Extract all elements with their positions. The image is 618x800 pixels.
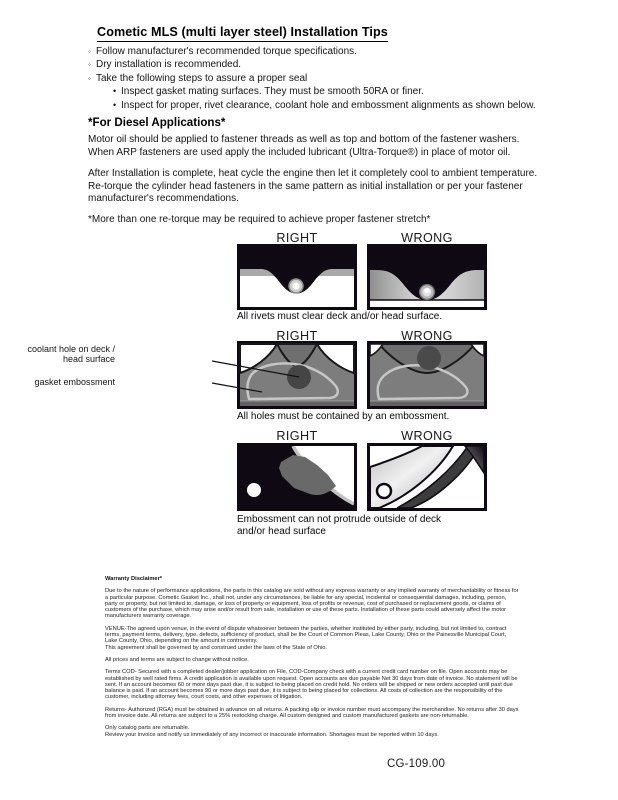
wrong-label: WRONG <box>401 231 453 245</box>
figure3-labels <box>237 429 487 443</box>
installation-tips-list <box>88 45 568 112</box>
list-item: ◦ Take the following steps to assure a proper seal <box>88 72 308 84</box>
circle-bullet-icon: ◦ <box>88 60 91 70</box>
disclaimer-paragraph: VENUE-The agreed upon venue, in the event of dispute whatsoever between the parties, whether instituted by either party, including, but not limited to, contract terms, payment terms, delivery, type, defects, sufficiency of product, shall be the Court of Common Pleas, Lake County, Ohio or the Painesville Municipal Court, Lake County, Ohio, depending on the amount in controversy. <box>105 625 507 645</box>
list-item: ◦ Follow manufacturer's recommended torque specifications. <box>88 46 357 57</box>
circle-bullet-icon: ◦ <box>88 73 91 83</box>
warranty-disclaimer <box>105 576 519 738</box>
coolant-hole-wrong-diagram <box>367 341 487 409</box>
retorque-note: *More than one re-torque may be required to achieve proper fastener stretch* <box>88 214 431 226</box>
disclaimer-paragraph: All prices and terms are subject to change without notice. <box>105 656 249 663</box>
figure3-caption: Embossment can not protrude outside of deck and/or head surface <box>237 514 442 537</box>
diesel-heading: *For Diesel Applications* <box>88 116 226 129</box>
figure1-labels <box>237 231 487 245</box>
list-item: ◦ Dry installation is recommended. <box>88 59 242 71</box>
disclaimer-paragraph: Returns- Authorized (RGA) must be obtained in advance on all returns. A packing slip or invoice number must accompany the merchandise. No returns after 30 days from invoice date. All returns are subject to a 25% restocking charge. All custom designed and custom manufactured gaskets are non-returnable. <box>105 706 519 720</box>
annotation-pointer-lines <box>212 356 302 398</box>
figure1-caption: All rivets must clear deck and/or head surface. <box>237 311 443 322</box>
disclaimer-paragraph: Review your invoice and notify us immediately of any incorrect or inaccurate information. Shortages must be reported within 10 days. <box>105 731 439 738</box>
gasket-embossment-annotation: gasket embossment <box>34 377 115 387</box>
dot-bullet-icon: • <box>113 86 117 97</box>
figure1-diagrams <box>237 244 487 310</box>
rivet-wrong-diagram <box>367 244 487 310</box>
wrong-label: WRONG <box>401 329 453 343</box>
figure2-caption: All holes must be contained by an embossment. <box>237 411 450 422</box>
disclaimer-paragraph: This agreement shall be governed by and construed under the laws of the State of Ohio. <box>105 644 327 651</box>
list-item: • Inspect for proper, rivet clearance, coolant hole and embossment alignments as shown below. <box>113 99 536 111</box>
list-item: • Inspect gasket mating surfaces. They must be smooth 50RA or finer. <box>113 86 424 98</box>
page-number: CG-109.00 <box>387 758 446 770</box>
disclaimer-paragraph: Due to the nature of performance applications, the parts in this catalog are sold without any express warranty or any implied warranty of merchantability or fitness for a particular purpose. Cometic Gasket Inc., shall not, under any circumstances, be liable for any special, incidental or consequential damages, including, person, party or property, but not limited to, damage, or loss of property or equipment, loss of profits or revenue, cost of purchased or replacement goods, or claims of customers of the purchase, which may arise and/or result from sale, installation or use of these parts. Installation of these parts could adversely affect the motor manufacturers warranty coverage. <box>105 588 519 620</box>
embossment-wrong-diagram <box>367 443 487 511</box>
disclaimer-heading: Warranty Disclaimer* <box>105 576 163 582</box>
right-label: RIGHT <box>276 329 318 343</box>
circle-bullet-icon: ◦ <box>88 47 91 56</box>
embossment-right-diagram <box>237 443 357 511</box>
figure3-diagrams <box>237 443 487 511</box>
page-title: Cometic MLS (multi layer steel) Installation Tips <box>97 25 388 42</box>
rivet-right-diagram <box>237 244 357 310</box>
diesel-applications-section <box>88 117 540 236</box>
wrong-label: WRONG <box>401 429 453 443</box>
diesel-paragraph: Motor oil should be applied to fastener threads as well as top and bottom of the fastener washers. When ARP fasteners are used apply the included lubricant (Ultra-Torque®) in place of motor oil. <box>88 134 520 158</box>
diesel-paragraph: After Installation is complete, heat cycle the engine then let it completely cool to ambient temperature. Re-torque the cylinder head fasteners in the same pattern as initial installation or per your fastener manufacturer's recommendations. <box>88 168 538 205</box>
coolant-hole-annotation: coolant hole on deck / head surface <box>27 344 115 364</box>
right-label: RIGHT <box>276 429 318 443</box>
disclaimer-paragraph: Terms COD- Secured with a completed dealer/jobber application on File, COD-Company check with a current credit card number on file. Open accounts may be established by well rated firms. A credit application is available upon request. Open accounts are due payable Net 30 days from date of invoice. No statement will be sent. If an account becomes 60 or more days past due, it is subject to being placed on credit hold. No orders will be shipped or new orders accepted until past due balance is paid. If an account becomes 90 or more days past due, it is subject to being placed for collections. All costs of collection are the responsibility of the customer, including attorney fees, court costs, and other expenses of litigation. <box>105 669 518 701</box>
disclaimer-paragraph: Only catalog parts are returnable. <box>105 725 190 732</box>
right-label: RIGHT <box>276 231 318 245</box>
dot-bullet-icon: • <box>113 99 117 110</box>
